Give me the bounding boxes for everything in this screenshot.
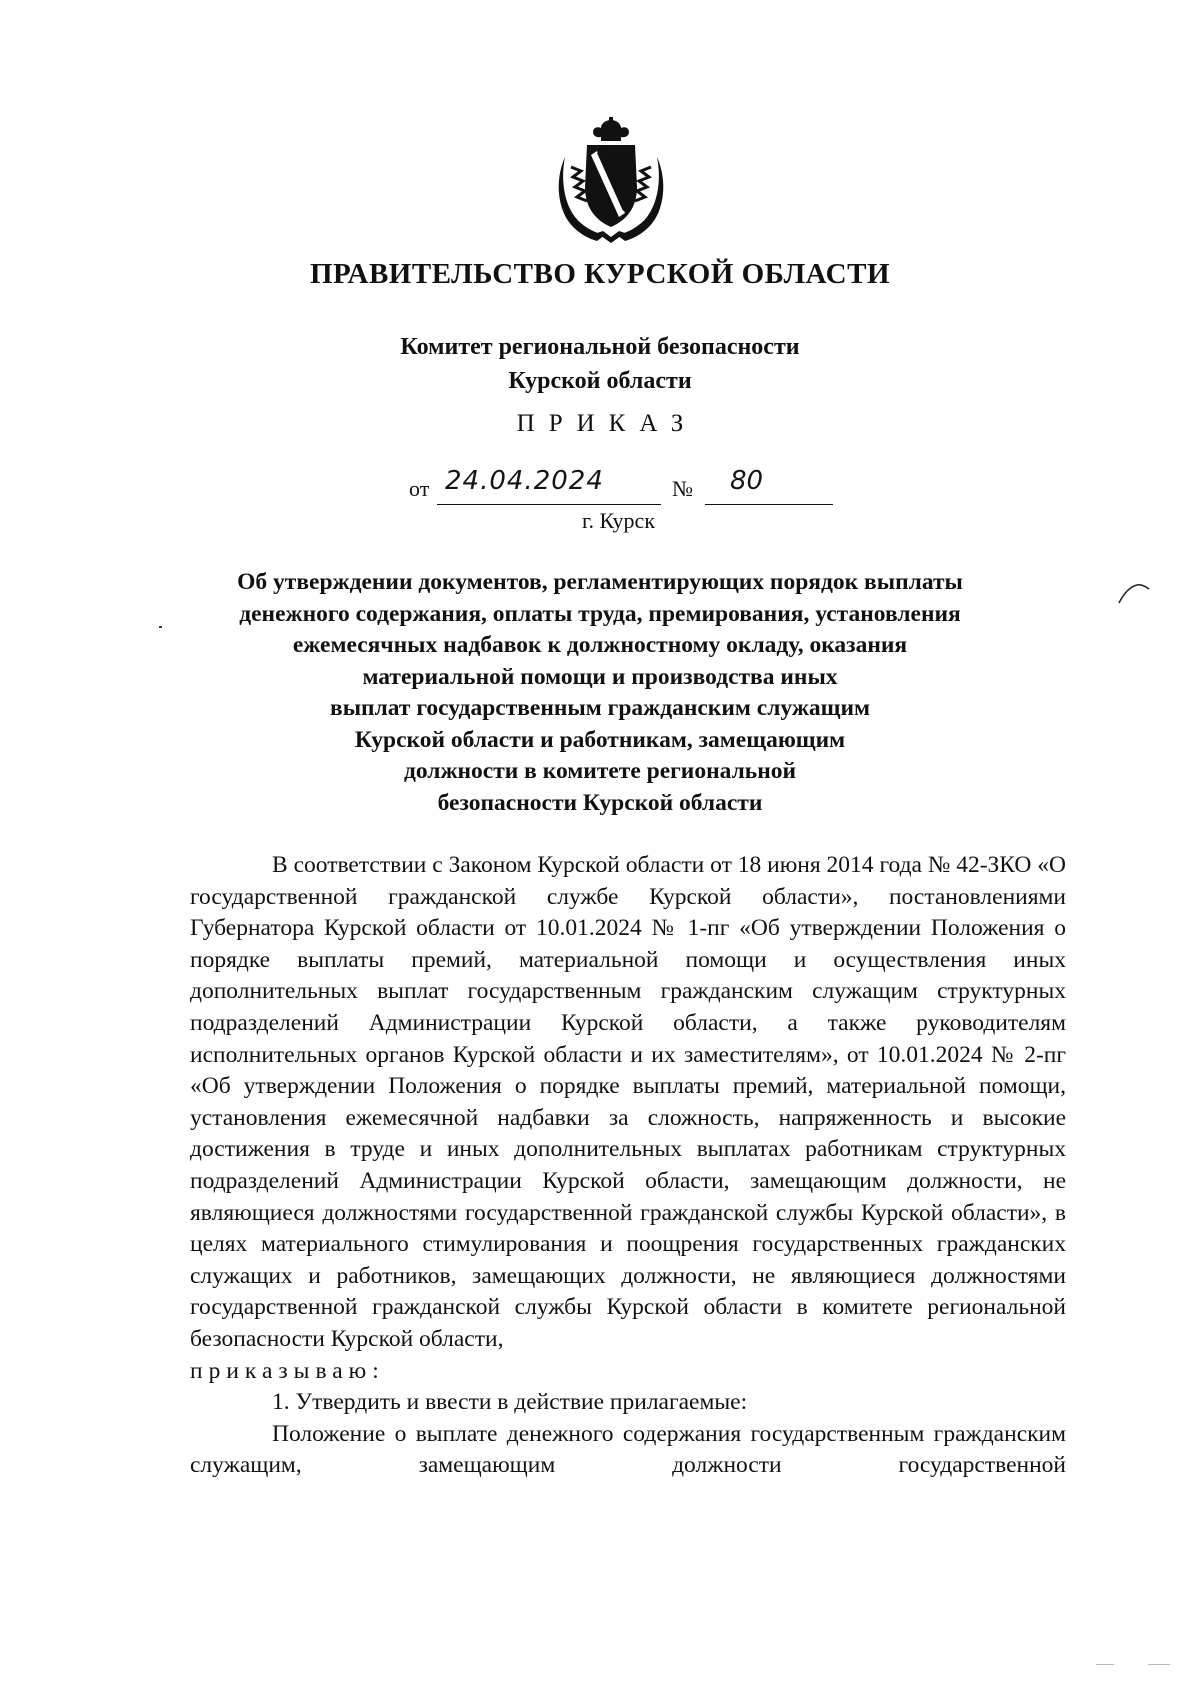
number-field	[705, 468, 833, 505]
subject-line: должности в комитете региональной	[403, 758, 797, 784]
committee-line-2: Курской области	[508, 368, 692, 394]
subject-line: Курской области и работникам, замещающим	[354, 726, 846, 753]
date-field	[437, 468, 661, 505]
order-body	[190, 850, 1066, 1482]
government-title: ПРАВИТЕЛЬСТВО КУРСКОЙ ОБЛАСТИ	[309, 258, 891, 290]
handwritten-number: 80	[730, 466, 764, 496]
order-requisites	[0, 468, 1200, 508]
handwritten-date: 24.04.2024	[445, 466, 604, 496]
date-prefix: от	[409, 476, 430, 501]
committee-line-1: Комитет региональной безопасности	[400, 334, 800, 360]
subject-line: материальной помощи и производства иных	[362, 663, 838, 690]
kursk-coat-of-arms-emblem	[557, 117, 665, 245]
subject-line: Об утверждении документов, регламентирующих порядок выплаты	[237, 569, 963, 595]
subject-line: безопасности Курской области	[437, 789, 763, 816]
subject-line: ежемесячных надбавок к должностному окладу, оказания	[292, 632, 908, 658]
city: г. Курск	[582, 508, 656, 533]
subject-line: выплат государственным гражданским служащим	[330, 695, 870, 721]
item-1-text: Положение о выплате денежного содержания государственным гражданским служащим, замещающим должности государственной	[190, 1420, 1066, 1479]
document-type: ПРИКАЗ	[516, 410, 698, 437]
item-1: 1. Утвердить и ввести в действие прилагаемые:	[272, 1389, 748, 1416]
order-subject	[0, 567, 1200, 819]
number-prefix: №	[672, 476, 693, 501]
scan-speck	[1148, 1664, 1170, 1665]
order-word-line	[190, 1356, 1066, 1388]
subject-line: денежного содержания, оплаты труда, премирования, установления	[239, 600, 961, 627]
scan-speck	[1096, 1664, 1114, 1665]
order-word: приказываю:	[190, 1357, 385, 1384]
committee-name	[0, 330, 1200, 398]
preamble-paragraph: В соответствии с Законом Курской области от 18 июня 2014 года № 42-ЗКО «О государственной гражданской службе Курской области», постановлениями Губернатора Курской области от 10.01.2024 № 1-пг «Об утверждении Положения о порядке выплаты премий, материальной помощи и осуществления иных дополнительных выплат государственным гражданским служащим структурных подразделений Администрации Курской области, а также руководителям исполнительных органов Курской области и их заместителям», от 10.01.2024 № 2-пг «Об утверждении Положения о порядке выплаты премий, материальной помощи, установления ежемесячной надбавки за сложность, напряженность и высокие достижения в труде и иных дополнительных выплатах работникам структурных подразделений Администрации Курской области, замещающим должности, не являющиеся должностями государственной гражданской службы Курской области», в целях материального стимулирования и поощрения государственных гражданских служащих и работников, замещающих должности, не являющиеся должностями государственной гражданской службы Курской области в комитете региональной безопасности Курской области,	[190, 852, 1066, 1352]
